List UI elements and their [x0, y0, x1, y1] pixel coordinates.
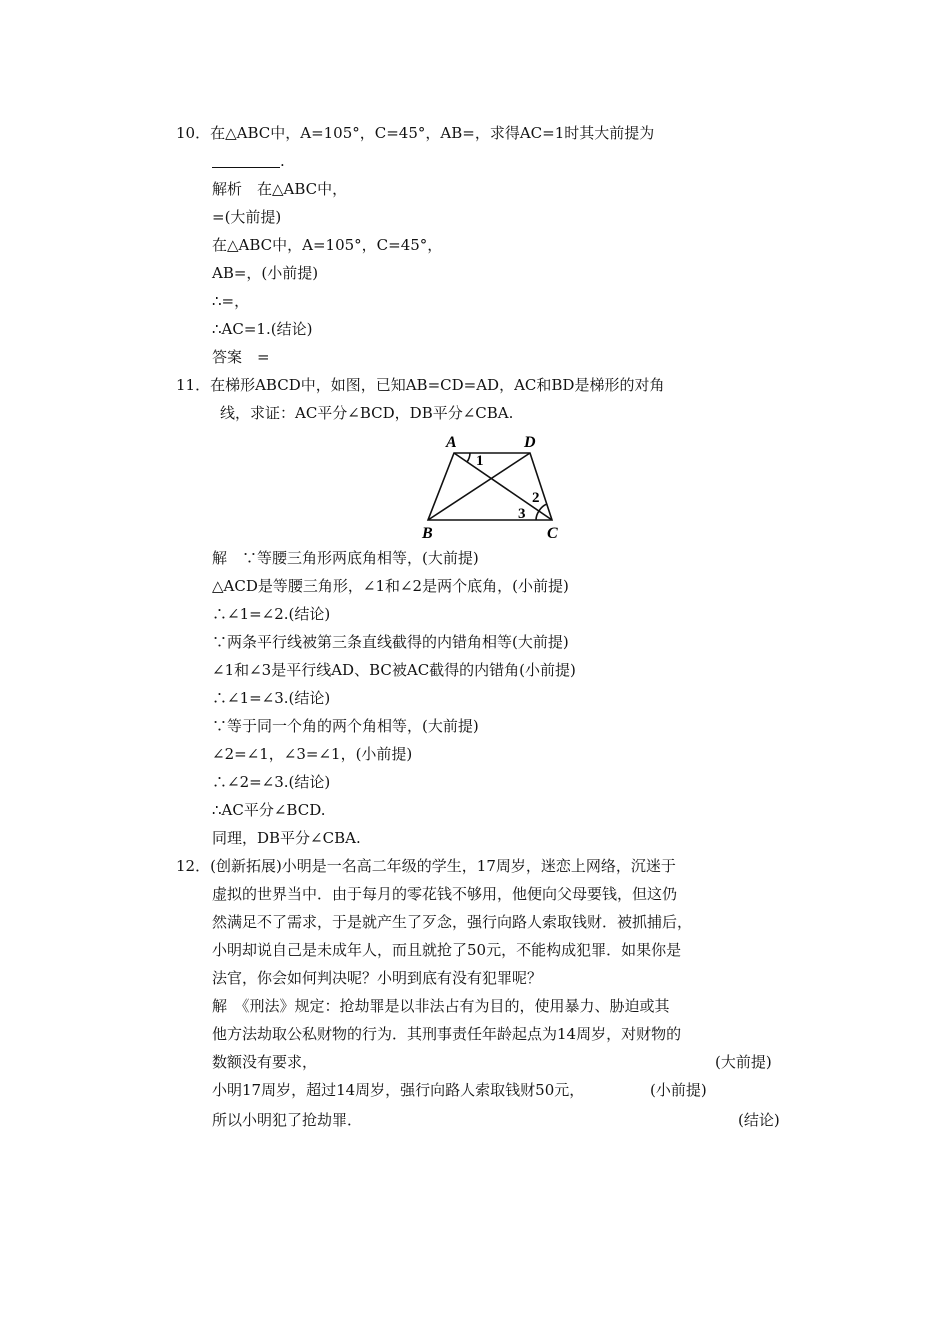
- q12-tag-conclusion: (结论): [738, 1111, 780, 1129]
- vertex-label-a: A: [446, 434, 457, 451]
- q10-line-2: =(大前提): [212, 208, 282, 226]
- q11-stem-line-1: 11．在梯形ABCD中，如图，已知AB=CD=AD，AC和BD是梯形的对角: [176, 376, 665, 394]
- q12-conclusion-line: 所以小明犯了抢劫罪．: [212, 1111, 363, 1129]
- q12-stem-line-2: 虚拟的世界当中．由于每月的零花钱不够用，他便向父母要钱，但这仍: [212, 885, 678, 903]
- angle-1-arc: [467, 453, 470, 462]
- trapezoid-outline: [428, 453, 552, 520]
- q11-stem-line-2: 线，求证：AC平分∠BCD，DB平分∠CBA.: [220, 404, 514, 422]
- q12-minor-line: 小明17周岁，超过14周岁，强行向路人索取钱财50元，: [212, 1081, 585, 1099]
- q11-line-1: 解 ∵等腰三角形两底角相等，(大前提): [212, 549, 479, 567]
- q12-tag-minor: (小前提): [650, 1081, 707, 1099]
- q10-line-5: ∴=，: [212, 292, 250, 310]
- q12-solution-line-1: 解 《刑法》规定：抢劫罪是以非法占有为目的，使用暴力、胁迫或其: [212, 997, 670, 1015]
- q11-line-11: 同理，DB平分∠CBA.: [212, 829, 361, 847]
- angle-label-2: 2: [532, 490, 540, 506]
- q11-line-7: ∵等于同一个角的两个角相等，(大前提): [212, 717, 479, 735]
- q11-line-3: ∴∠1=∠2.(结论): [212, 605, 331, 623]
- q12-stem-line-3: 然满足不了需求，于是就产生了歹念，强行向路人索取钱财．被抓捕后，: [212, 913, 693, 931]
- vertex-label-c: C: [547, 525, 558, 542]
- q11-line-4: ∵两条平行线被第三条直线截得的内错角相等(大前提): [212, 633, 569, 651]
- q10-stem-line-2: [212, 151, 285, 171]
- q11-line-2: △ACD是等腰三角形，∠1和∠2是两个底角，(小前提): [212, 577, 569, 595]
- q11-line-6: ∴∠1=∠3.(结论): [212, 689, 331, 707]
- q12-stem-line-5: 法官，你会如何判决呢？小明到底有没有犯罪呢？: [212, 969, 543, 987]
- q12-stem-line-4: 小明却说自己是未成年人，而且就抢了50元，不能构成犯罪．如果你是: [212, 941, 682, 959]
- q10-answer: 答案 =: [212, 348, 270, 366]
- q10-line-3: 在△ABC中，A=105°，C=45°，: [212, 236, 443, 254]
- diagonal-ac: [454, 453, 552, 520]
- q12-tag-major: (大前提): [715, 1053, 772, 1071]
- angle-2-arc: [539, 504, 547, 511]
- q11-line-8: ∠2=∠1，∠3=∠1，(小前提): [212, 745, 413, 763]
- q10-line-4: AB=，(小前提): [212, 264, 319, 282]
- q11-line-5: ∠1和∠3是平行线AD、BC被AC截得的内错角(小前提): [212, 661, 576, 679]
- q11-line-10: ∴AC平分∠BCD.: [212, 801, 326, 819]
- q10-line-6: ∴AC=1.(结论): [212, 320, 313, 338]
- q10-stem-line-1: 10．在△ABC中，A=105°，C=45°，AB=，求得AC=1时其大前提为: [176, 124, 655, 142]
- angle-label-1: 1: [476, 453, 484, 469]
- q10-answer-blank: [212, 153, 280, 168]
- angle-3-arc: [536, 511, 539, 520]
- q12-stem-line-1: 12．(创新拓展)小明是一名高二年级的学生，17周岁，迷恋上网络，沉迷于: [176, 857, 676, 875]
- vertex-label-b: B: [422, 525, 433, 542]
- q12-solution-line-2: 他方法劫取公私财物的行为．其刑事责任年龄起点为14周岁，对财物的: [212, 1025, 682, 1043]
- q12-solution-line-3: 数额没有要求，: [212, 1053, 318, 1071]
- trapezoid-figure: [418, 430, 568, 545]
- q10-stem-tail: .: [280, 152, 285, 170]
- vertex-label-d: D: [524, 434, 536, 451]
- q11-line-9: ∴∠2=∠3.(结论): [212, 773, 331, 791]
- q10-line-1: 解析 在△ABC中，: [212, 180, 348, 198]
- angle-label-3: 3: [518, 506, 526, 522]
